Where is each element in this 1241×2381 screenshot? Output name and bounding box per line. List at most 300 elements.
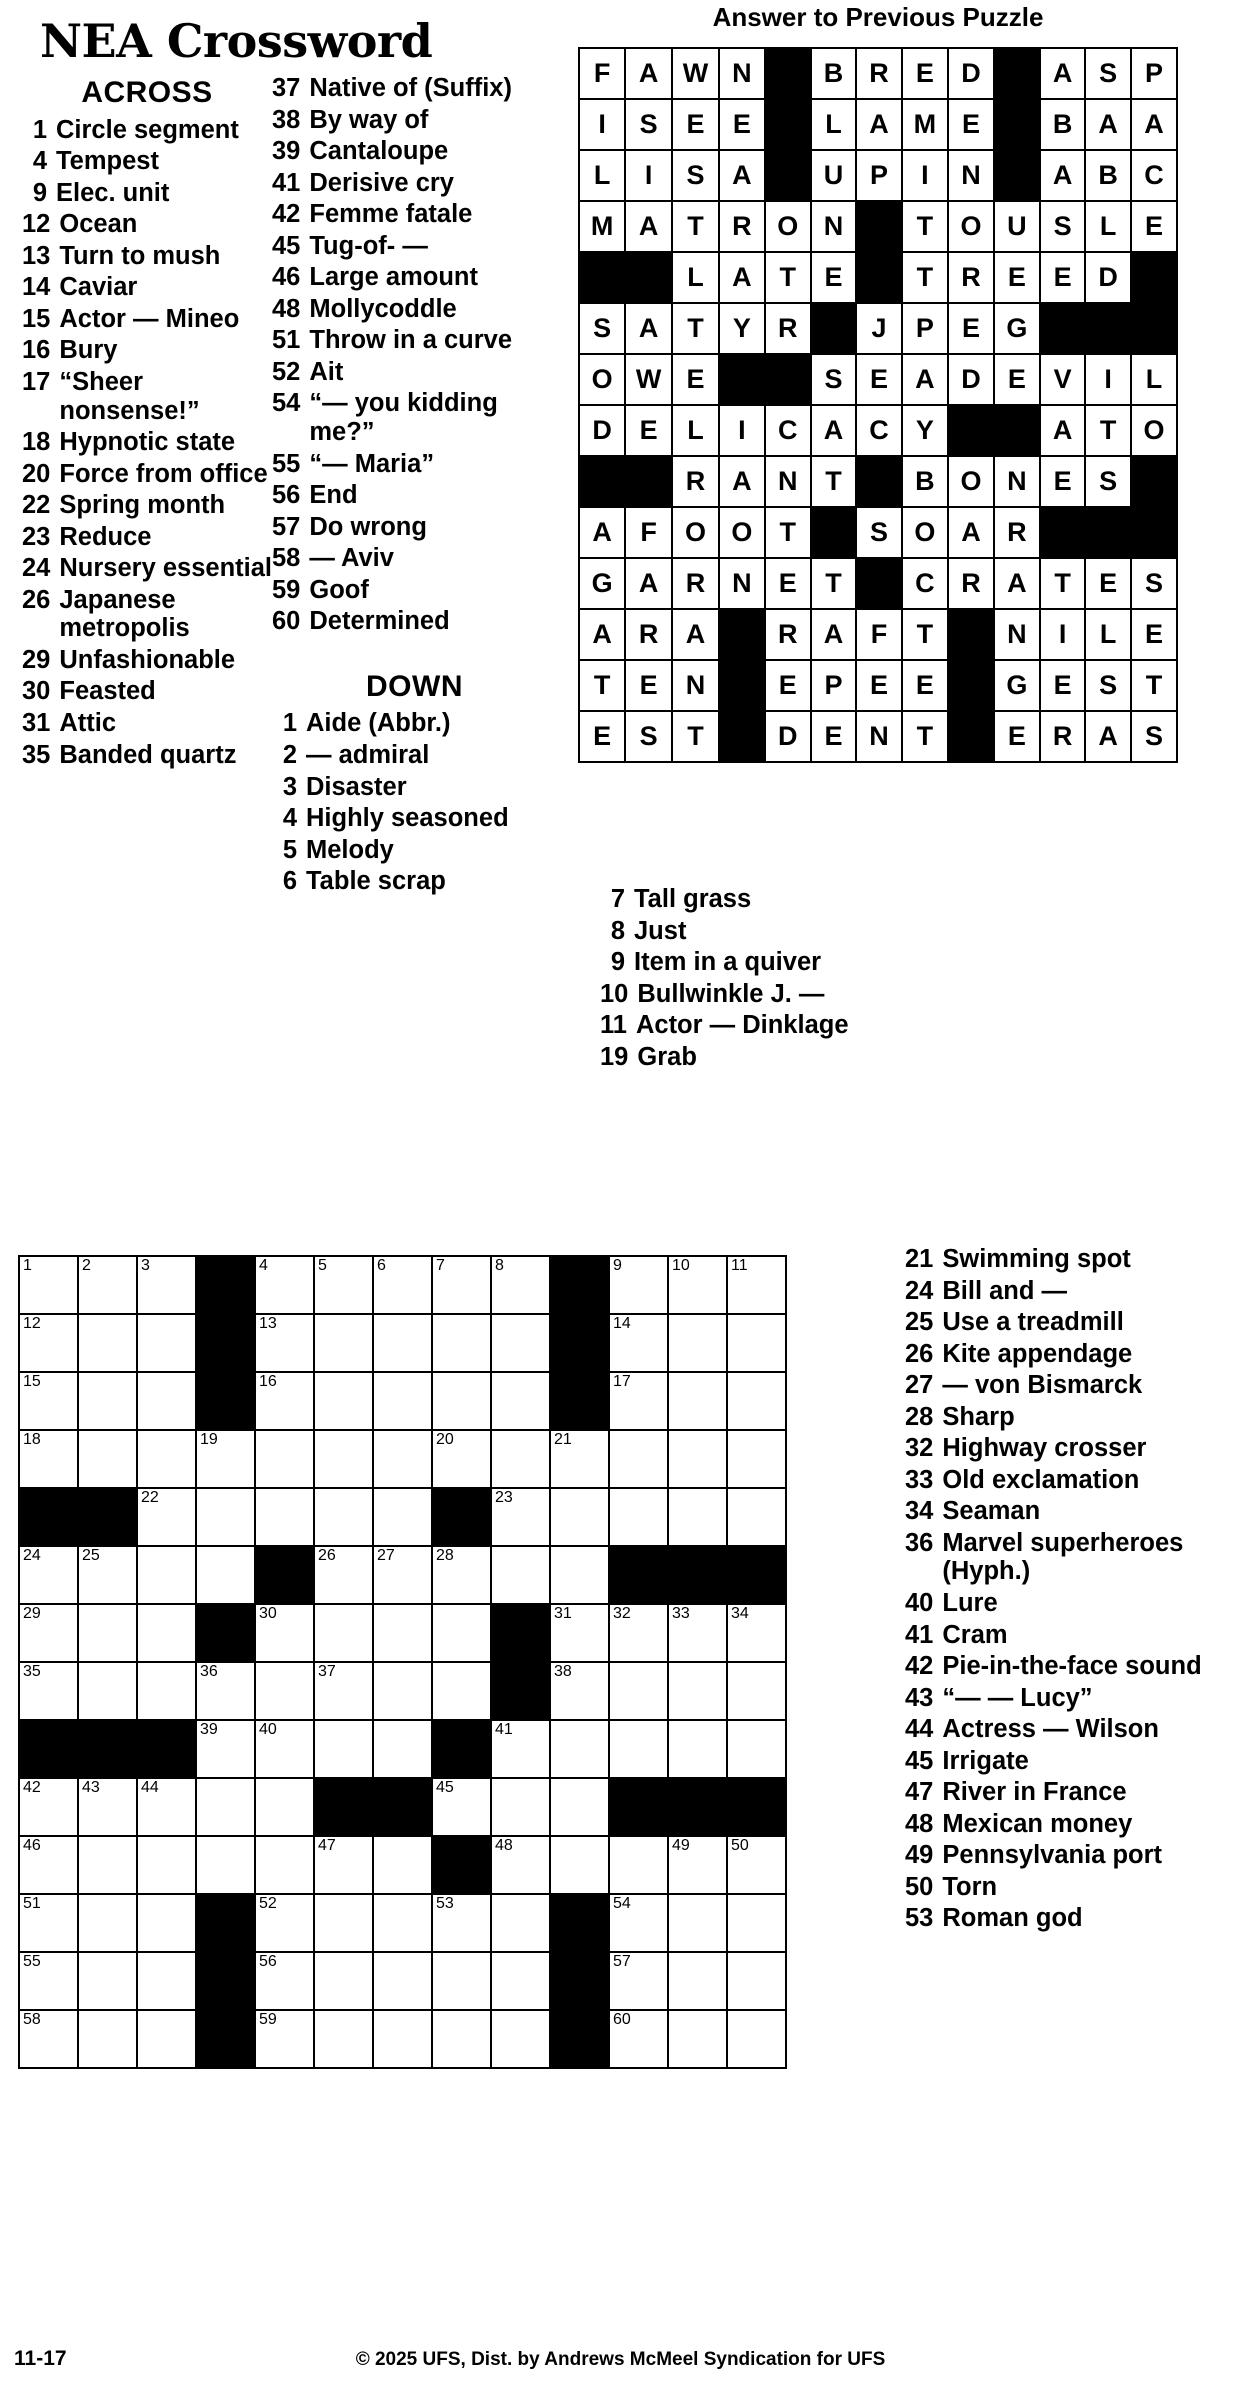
puzzle-grid-cell[interactable] bbox=[668, 1604, 727, 1662]
puzzle-grid-cell[interactable] bbox=[727, 1836, 786, 1894]
puzzle-grid-cell[interactable] bbox=[78, 1372, 137, 1430]
puzzle-date: 11-17 bbox=[14, 2347, 67, 2370]
clue-item[interactable] bbox=[22, 242, 272, 271]
clue-item[interactable] bbox=[905, 1747, 1225, 1776]
puzzle-grid-cell[interactable] bbox=[373, 1546, 432, 1604]
clue-item[interactable] bbox=[272, 232, 557, 261]
puzzle-grid-block bbox=[550, 1372, 609, 1430]
puzzle-grid-cell[interactable] bbox=[550, 1662, 609, 1720]
clue-item[interactable] bbox=[905, 1245, 1225, 1274]
clue-text: By way of bbox=[309, 105, 429, 134]
puzzle-cell-number: 47 bbox=[318, 1837, 336, 1854]
clue-item[interactable] bbox=[22, 147, 272, 176]
puzzle-grid-cell[interactable] bbox=[78, 1778, 137, 1836]
puzzle-grid-cell[interactable] bbox=[78, 1546, 137, 1604]
puzzle-grid-cell[interactable] bbox=[491, 1546, 550, 1604]
clue-number: 12 bbox=[22, 210, 51, 239]
puzzle-grid-cell[interactable] bbox=[255, 1372, 314, 1430]
clue-item[interactable] bbox=[272, 450, 557, 479]
puzzle-grid-cell[interactable] bbox=[19, 1256, 78, 1314]
puzzle-grid-block bbox=[137, 1720, 196, 1778]
puzzle-grid-cell[interactable] bbox=[609, 1836, 668, 1894]
puzzle-grid-cell[interactable] bbox=[727, 1430, 786, 1488]
puzzle-grid-cell[interactable] bbox=[19, 1372, 78, 1430]
answer-grid-block bbox=[1085, 303, 1131, 354]
clue-item[interactable] bbox=[22, 116, 272, 145]
puzzle-grid-cell[interactable] bbox=[255, 1256, 314, 1314]
puzzle-grid-cell[interactable] bbox=[314, 1894, 373, 1952]
puzzle-grid-cell[interactable] bbox=[432, 2010, 491, 2068]
clue-item[interactable] bbox=[905, 1434, 1225, 1463]
puzzle-cell-number: 11 bbox=[731, 1257, 748, 1274]
puzzle-grid-cell[interactable] bbox=[668, 1836, 727, 1894]
puzzle-grid-cell[interactable] bbox=[314, 1836, 373, 1894]
clue-number: 22 bbox=[22, 491, 51, 520]
clue-item[interactable] bbox=[22, 646, 272, 675]
puzzle-grid-cell[interactable] bbox=[196, 1778, 255, 1836]
puzzle-grid-cell[interactable] bbox=[255, 1604, 314, 1662]
answer-grid-letter: R bbox=[948, 558, 994, 609]
puzzle-grid-cell[interactable] bbox=[255, 1488, 314, 1546]
puzzle-grid-block bbox=[550, 1894, 609, 1952]
answer-grid-letter: F bbox=[625, 507, 672, 558]
puzzle-grid-cell[interactable] bbox=[373, 2010, 432, 2068]
puzzle-grid-cell[interactable] bbox=[609, 1894, 668, 1952]
puzzle-grid-cell[interactable] bbox=[550, 1778, 609, 1836]
puzzle-grid-cell[interactable] bbox=[196, 1836, 255, 1894]
puzzle-grid-cell[interactable] bbox=[314, 1604, 373, 1662]
clue-item[interactable] bbox=[272, 326, 557, 355]
puzzle-grid-cell[interactable] bbox=[255, 1662, 314, 1720]
puzzle-grid[interactable] bbox=[18, 1255, 787, 2069]
clue-item[interactable] bbox=[22, 273, 272, 302]
puzzle-grid-cell[interactable] bbox=[196, 1430, 255, 1488]
puzzle-grid-cell[interactable] bbox=[314, 2010, 373, 2068]
puzzle-grid-cell[interactable] bbox=[373, 1372, 432, 1430]
puzzle-grid-cell[interactable] bbox=[137, 1662, 196, 1720]
puzzle-grid-cell[interactable] bbox=[668, 1256, 727, 1314]
answer-grid-letter: N bbox=[672, 660, 719, 711]
clue-text: Nursery essential bbox=[59, 554, 272, 583]
clue-item[interactable] bbox=[272, 576, 557, 605]
answer-grid-letter: S bbox=[625, 711, 672, 762]
puzzle-grid-cell[interactable] bbox=[78, 1894, 137, 1952]
puzzle-grid-cell[interactable] bbox=[491, 1488, 550, 1546]
puzzle-grid-cell[interactable] bbox=[255, 1952, 314, 2010]
clue-number: 51 bbox=[272, 326, 301, 355]
puzzle-grid-cell[interactable] bbox=[609, 1720, 668, 1778]
puzzle-grid-cell[interactable] bbox=[314, 1720, 373, 1778]
answer-grid-letter: U bbox=[811, 150, 857, 201]
clue-item[interactable] bbox=[22, 554, 272, 583]
puzzle-grid-cell[interactable] bbox=[196, 1488, 255, 1546]
puzzle-grid-cell[interactable] bbox=[727, 1952, 786, 2010]
clue-number: 57 bbox=[272, 512, 301, 541]
answer-grid-letter: E bbox=[1040, 660, 1086, 711]
puzzle-grid-cell[interactable] bbox=[137, 1546, 196, 1604]
answer-grid-letter: E bbox=[625, 405, 672, 456]
puzzle-grid-cell[interactable] bbox=[314, 1314, 373, 1372]
clue-item[interactable] bbox=[22, 709, 272, 738]
answer-grid-letter: D bbox=[1085, 252, 1131, 303]
clue-item[interactable] bbox=[22, 586, 272, 643]
answer-grid-letter: P bbox=[1131, 48, 1177, 99]
puzzle-grid-cell[interactable] bbox=[78, 1662, 137, 1720]
puzzle-grid-cell[interactable] bbox=[491, 1430, 550, 1488]
answer-grid-letter: A bbox=[1085, 711, 1131, 762]
puzzle-grid-cell[interactable] bbox=[255, 1720, 314, 1778]
clue-item[interactable] bbox=[600, 885, 890, 914]
puzzle-grid-cell[interactable] bbox=[491, 1894, 550, 1952]
puzzle-grid-cell[interactable] bbox=[727, 2010, 786, 2068]
puzzle-grid-cell[interactable] bbox=[668, 1430, 727, 1488]
answer-grid-letter: B bbox=[1040, 99, 1086, 150]
puzzle-grid-cell[interactable] bbox=[432, 1604, 491, 1662]
answer-grid-letter: D bbox=[948, 48, 994, 99]
clue-item[interactable] bbox=[600, 1011, 890, 1040]
puzzle-grid-cell[interactable] bbox=[668, 1372, 727, 1430]
puzzle-grid-cell[interactable] bbox=[137, 1488, 196, 1546]
puzzle-grid-cell[interactable] bbox=[78, 1952, 137, 2010]
puzzle-grid-cell[interactable] bbox=[550, 1488, 609, 1546]
clue-item[interactable] bbox=[905, 1715, 1225, 1744]
puzzle-grid-cell[interactable] bbox=[137, 1430, 196, 1488]
clue-text: “— — Lucy” bbox=[942, 1683, 1093, 1712]
clue-item[interactable] bbox=[600, 1043, 890, 1072]
puzzle-cell-number: 20 bbox=[436, 1431, 454, 1448]
puzzle-grid-cell[interactable] bbox=[373, 1604, 432, 1662]
puzzle-grid-cell[interactable] bbox=[314, 1256, 373, 1314]
puzzle-grid-cell[interactable] bbox=[432, 1894, 491, 1952]
answer-heading: Answer to Previous Puzzle bbox=[712, 2, 1044, 32]
puzzle-grid-cell[interactable] bbox=[19, 1778, 78, 1836]
clue-item[interactable] bbox=[272, 137, 557, 166]
clue-item[interactable] bbox=[272, 200, 557, 229]
puzzle-grid-cell[interactable] bbox=[727, 1488, 786, 1546]
clue-item[interactable] bbox=[905, 1778, 1225, 1807]
puzzle-grid-cell[interactable] bbox=[314, 1372, 373, 1430]
puzzle-grid-cell[interactable] bbox=[550, 1430, 609, 1488]
puzzle-grid-cell[interactable] bbox=[491, 1256, 550, 1314]
clue-item[interactable] bbox=[272, 607, 557, 636]
puzzle-grid-cell[interactable] bbox=[78, 1604, 137, 1662]
puzzle-grid-row bbox=[19, 1314, 786, 1372]
puzzle-grid-cell[interactable] bbox=[727, 1372, 786, 1430]
puzzle-grid-cell[interactable] bbox=[137, 1836, 196, 1894]
clue-text: Feasted bbox=[59, 677, 156, 706]
puzzle-grid-cell[interactable] bbox=[137, 1604, 196, 1662]
answer-grid-letter: A bbox=[579, 507, 625, 558]
clue-item[interactable] bbox=[905, 1497, 1225, 1526]
clue-item[interactable] bbox=[905, 1589, 1225, 1618]
puzzle-grid-cell[interactable] bbox=[668, 1314, 727, 1372]
clue-item[interactable] bbox=[905, 1873, 1225, 1902]
puzzle-grid-cell[interactable] bbox=[491, 1778, 550, 1836]
clue-item[interactable] bbox=[905, 1652, 1225, 1681]
answer-grid-letter: S bbox=[672, 150, 719, 201]
puzzle-cell-number: 45 bbox=[436, 1779, 454, 1796]
puzzle-grid-cell[interactable] bbox=[550, 1604, 609, 1662]
puzzle-grid-cell[interactable] bbox=[196, 1546, 255, 1604]
puzzle-grid-cell[interactable] bbox=[432, 1372, 491, 1430]
puzzle-grid-cell[interactable] bbox=[78, 1314, 137, 1372]
clue-item[interactable] bbox=[272, 389, 557, 446]
puzzle-grid-cell[interactable] bbox=[314, 1662, 373, 1720]
puzzle-grid-cell[interactable] bbox=[314, 1546, 373, 1604]
puzzle-grid-cell[interactable] bbox=[432, 1662, 491, 1720]
puzzle-grid-cell[interactable] bbox=[491, 1836, 550, 1894]
puzzle-grid-cell[interactable] bbox=[609, 2010, 668, 2068]
answer-grid-block bbox=[1131, 303, 1177, 354]
puzzle-grid-cell[interactable] bbox=[196, 1720, 255, 1778]
puzzle-grid-cell[interactable] bbox=[668, 1488, 727, 1546]
answer-grid-letter: E bbox=[1131, 609, 1177, 660]
puzzle-grid-cell[interactable] bbox=[255, 2010, 314, 2068]
puzzle-cell-number: 18 bbox=[23, 1431, 41, 1448]
puzzle-grid-cell[interactable] bbox=[727, 1314, 786, 1372]
clue-item[interactable] bbox=[22, 741, 272, 770]
puzzle-grid-cell[interactable] bbox=[609, 1314, 668, 1372]
puzzle-grid-cell[interactable] bbox=[255, 1314, 314, 1372]
clue-item[interactable] bbox=[272, 741, 557, 770]
puzzle-grid-wrapper bbox=[18, 1255, 787, 2069]
answer-grid-letter: E bbox=[672, 354, 719, 405]
puzzle-grid-cell[interactable] bbox=[550, 1836, 609, 1894]
puzzle-grid-cell[interactable] bbox=[373, 1662, 432, 1720]
puzzle-grid-cell[interactable] bbox=[491, 2010, 550, 2068]
puzzle-grid-cell[interactable] bbox=[373, 1430, 432, 1488]
answer-grid-letter: S bbox=[625, 99, 672, 150]
puzzle-grid-cell[interactable] bbox=[373, 1488, 432, 1546]
puzzle-grid-cell[interactable] bbox=[609, 1604, 668, 1662]
puzzle-grid-cell[interactable] bbox=[137, 1894, 196, 1952]
puzzle-grid-cell[interactable] bbox=[137, 2010, 196, 2068]
puzzle-grid-cell[interactable] bbox=[727, 1720, 786, 1778]
page-footer bbox=[0, 2345, 1241, 2371]
puzzle-grid-cell[interactable] bbox=[314, 1488, 373, 1546]
answer-grid-block bbox=[856, 252, 902, 303]
puzzle-grid-cell[interactable] bbox=[255, 1778, 314, 1836]
puzzle-grid-cell[interactable] bbox=[727, 1662, 786, 1720]
answer-grid-letter: A bbox=[625, 558, 672, 609]
puzzle-grid-cell[interactable] bbox=[19, 1604, 78, 1662]
clue-item[interactable] bbox=[905, 1841, 1225, 1870]
clue-item[interactable] bbox=[905, 1529, 1225, 1586]
puzzle-grid-cell[interactable] bbox=[137, 1778, 196, 1836]
clue-item[interactable] bbox=[272, 74, 557, 103]
answer-grid-letter: B bbox=[902, 456, 948, 507]
clue-item[interactable] bbox=[905, 1810, 1225, 1839]
clue-item[interactable] bbox=[272, 263, 557, 292]
puzzle-grid-cell[interactable] bbox=[78, 2010, 137, 2068]
clue-item[interactable] bbox=[905, 1904, 1225, 1933]
puzzle-grid-cell[interactable] bbox=[432, 1256, 491, 1314]
puzzle-grid-cell[interactable] bbox=[727, 1256, 786, 1314]
puzzle-grid-cell[interactable] bbox=[491, 1314, 550, 1372]
puzzle-grid-cell[interactable] bbox=[550, 1546, 609, 1604]
puzzle-grid-cell[interactable] bbox=[432, 1546, 491, 1604]
clue-text: Native of (Suffix) bbox=[309, 74, 512, 102]
clue-item[interactable] bbox=[22, 210, 272, 239]
puzzle-grid-cell[interactable] bbox=[19, 1314, 78, 1372]
puzzle-grid-cell[interactable] bbox=[314, 1430, 373, 1488]
puzzle-grid-cell[interactable] bbox=[432, 1430, 491, 1488]
puzzle-grid-cell[interactable] bbox=[255, 1894, 314, 1952]
puzzle-grid-cell[interactable] bbox=[432, 1314, 491, 1372]
answer-grid-letter: O bbox=[948, 201, 994, 252]
puzzle-grid-cell[interactable] bbox=[668, 2010, 727, 2068]
puzzle-grid-cell[interactable] bbox=[196, 1662, 255, 1720]
clue-item[interactable] bbox=[272, 169, 557, 198]
puzzle-cell-number: 38 bbox=[554, 1663, 572, 1680]
clue-text: River in France bbox=[942, 1778, 1127, 1807]
clue-item[interactable] bbox=[272, 709, 557, 738]
answer-grid-letter: R bbox=[1040, 711, 1086, 762]
puzzle-grid-cell[interactable] bbox=[19, 1836, 78, 1894]
puzzle-grid-cell[interactable] bbox=[373, 1836, 432, 1894]
puzzle-grid-cell[interactable] bbox=[432, 1778, 491, 1836]
clue-number: 45 bbox=[272, 231, 301, 260]
puzzle-grid-cell[interactable] bbox=[255, 1430, 314, 1488]
puzzle-grid-cell[interactable] bbox=[727, 1894, 786, 1952]
puzzle-grid-cell[interactable] bbox=[668, 1662, 727, 1720]
puzzle-grid-row bbox=[19, 1546, 786, 1604]
puzzle-grid-cell[interactable] bbox=[19, 1662, 78, 1720]
clue-item[interactable] bbox=[905, 1371, 1225, 1400]
answer-grid-block bbox=[719, 354, 765, 405]
answer-grid-block bbox=[579, 252, 625, 303]
answer-grid-block bbox=[948, 609, 994, 660]
puzzle-grid-cell[interactable] bbox=[609, 1256, 668, 1314]
puzzle-grid-cell[interactable] bbox=[19, 1894, 78, 1952]
puzzle-grid-cell[interactable] bbox=[609, 1430, 668, 1488]
clue-item[interactable] bbox=[272, 481, 557, 510]
puzzle-grid-cell[interactable] bbox=[78, 1430, 137, 1488]
clue-item[interactable] bbox=[22, 368, 272, 425]
puzzle-grid-cell[interactable] bbox=[668, 1720, 727, 1778]
puzzle-cell-number: 29 bbox=[23, 1605, 41, 1622]
clue-item[interactable] bbox=[272, 513, 557, 542]
clue-item[interactable] bbox=[22, 491, 272, 520]
puzzle-grid-cell[interactable] bbox=[609, 1952, 668, 2010]
puzzle-grid-cell[interactable] bbox=[609, 1662, 668, 1720]
puzzle-grid-row bbox=[19, 1256, 786, 1314]
puzzle-grid-cell[interactable] bbox=[19, 2010, 78, 2068]
clue-item[interactable] bbox=[22, 523, 272, 552]
clue-item[interactable] bbox=[272, 773, 557, 802]
answer-grid-letter: A bbox=[856, 99, 902, 150]
clue-item[interactable] bbox=[905, 1308, 1225, 1337]
puzzle-grid-cell[interactable] bbox=[491, 1952, 550, 2010]
answer-grid-block bbox=[1040, 303, 1086, 354]
puzzle-grid-cell[interactable] bbox=[78, 1836, 137, 1894]
clue-item[interactable] bbox=[272, 804, 557, 833]
clue-item[interactable] bbox=[272, 836, 557, 865]
clue-item[interactable] bbox=[272, 544, 557, 573]
clue-item[interactable] bbox=[905, 1277, 1225, 1306]
clue-item[interactable] bbox=[905, 1340, 1225, 1369]
clue-item[interactable] bbox=[272, 358, 557, 387]
answer-grid-letter: W bbox=[625, 354, 672, 405]
clue-item[interactable] bbox=[22, 460, 272, 489]
answer-grid-letter: E bbox=[994, 252, 1040, 303]
clue-item[interactable] bbox=[600, 948, 890, 977]
puzzle-grid-cell[interactable] bbox=[550, 1720, 609, 1778]
puzzle-grid-cell[interactable] bbox=[137, 1256, 196, 1314]
clue-number: 28 bbox=[905, 1402, 934, 1431]
clue-number: 21 bbox=[905, 1245, 934, 1273]
puzzle-grid-cell[interactable] bbox=[373, 1256, 432, 1314]
puzzle-grid-cell[interactable] bbox=[373, 1720, 432, 1778]
clue-text: Tall grass bbox=[634, 885, 752, 913]
clue-item[interactable] bbox=[272, 295, 557, 324]
clue-number: 14 bbox=[22, 273, 51, 302]
clue-text: Mexican money bbox=[942, 1809, 1133, 1838]
answer-grid-letter: R bbox=[994, 507, 1040, 558]
puzzle-cell-number: 55 bbox=[23, 1953, 41, 1970]
clue-text: “— Maria” bbox=[309, 449, 435, 478]
puzzle-grid-block bbox=[491, 1662, 550, 1720]
puzzle-grid-block bbox=[196, 1256, 255, 1314]
answer-grid-block bbox=[719, 711, 765, 762]
answer-grid-letter: R bbox=[948, 252, 994, 303]
answer-grid-letter: L bbox=[672, 405, 719, 456]
puzzle-grid-cell[interactable] bbox=[373, 1952, 432, 2010]
puzzle-grid-cell[interactable] bbox=[19, 1430, 78, 1488]
puzzle-grid-cell[interactable] bbox=[137, 1314, 196, 1372]
puzzle-grid-cell[interactable] bbox=[19, 1952, 78, 2010]
puzzle-grid-cell[interactable] bbox=[668, 1894, 727, 1952]
clue-item[interactable] bbox=[272, 106, 557, 135]
clue-text: Actress — Wilson bbox=[942, 1715, 1159, 1744]
clue-item[interactable] bbox=[600, 917, 890, 946]
clue-item[interactable] bbox=[22, 179, 272, 208]
puzzle-grid-cell[interactable] bbox=[609, 1372, 668, 1430]
answer-grid-block bbox=[856, 201, 902, 252]
clue-item[interactable] bbox=[905, 1403, 1225, 1432]
page-title: NEA Crossword bbox=[40, 14, 433, 68]
puzzle-grid-cell[interactable] bbox=[727, 1604, 786, 1662]
puzzle-grid-cell[interactable] bbox=[668, 1952, 727, 2010]
clue-item[interactable] bbox=[22, 305, 272, 334]
clue-item[interactable] bbox=[905, 1684, 1225, 1713]
clue-item[interactable] bbox=[22, 428, 272, 457]
puzzle-grid-cell[interactable] bbox=[432, 1952, 491, 2010]
puzzle-grid-cell[interactable] bbox=[373, 1314, 432, 1372]
clue-item[interactable] bbox=[905, 1466, 1225, 1495]
puzzle-grid-cell[interactable] bbox=[491, 1372, 550, 1430]
clue-item[interactable] bbox=[600, 980, 890, 1009]
clue-item[interactable] bbox=[905, 1621, 1225, 1650]
puzzle-grid-cell[interactable] bbox=[78, 1256, 137, 1314]
clue-number: 16 bbox=[22, 336, 51, 365]
puzzle-grid-cell[interactable] bbox=[137, 1372, 196, 1430]
clue-item[interactable] bbox=[272, 867, 557, 896]
puzzle-grid-cell[interactable] bbox=[137, 1952, 196, 2010]
puzzle-grid-cell[interactable] bbox=[373, 1894, 432, 1952]
clue-number: 26 bbox=[905, 1339, 934, 1368]
clue-item[interactable] bbox=[22, 336, 272, 365]
clue-item[interactable] bbox=[22, 677, 272, 706]
puzzle-grid-cell[interactable] bbox=[19, 1546, 78, 1604]
answer-grid-letter: M bbox=[902, 99, 948, 150]
puzzle-grid-cell[interactable] bbox=[255, 1836, 314, 1894]
puzzle-grid-cell[interactable] bbox=[491, 1720, 550, 1778]
answer-grid-letter: T bbox=[1040, 558, 1086, 609]
answer-grid-letter: A bbox=[1085, 99, 1131, 150]
puzzle-grid-cell[interactable] bbox=[314, 1952, 373, 2010]
puzzle-grid-cell[interactable] bbox=[609, 1488, 668, 1546]
